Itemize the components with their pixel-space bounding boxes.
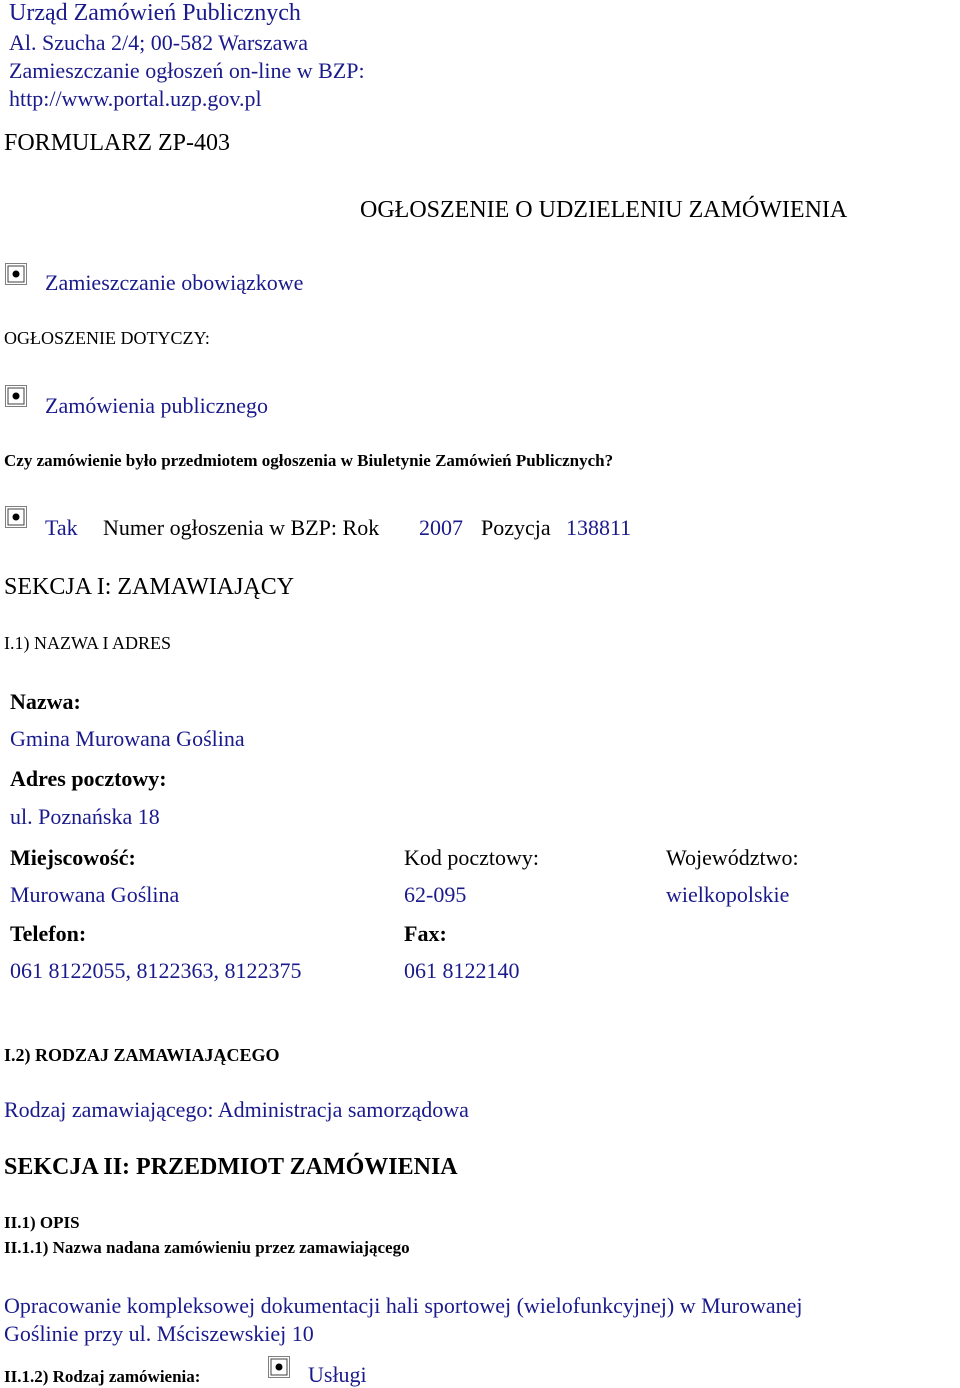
radio-selected-icon[interactable] — [268, 1356, 290, 1378]
radio-selected-icon[interactable] — [5, 385, 27, 407]
concerns-label: OGŁOSZENIE DOTYCZY: — [4, 328, 210, 348]
section-2-1-2-title: II.1.2) Rodzaj zamówienia: — [4, 1367, 201, 1386]
concerns-option-label: Zamówienia publicznego — [45, 393, 268, 418]
radio-selected-icon[interactable] — [5, 263, 27, 285]
portal-url[interactable]: http://www.portal.uzp.gov.pl — [9, 86, 262, 111]
section-1-1-title: I.1) NAZWA I ADRES — [4, 633, 171, 653]
section-2-1-title: II.1) OPIS — [4, 1213, 80, 1232]
phone-label: Telefon: — [10, 921, 87, 946]
contracting-authority-type: Rodzaj zamawiającego: Administracja samorządowa — [4, 1097, 469, 1122]
form-id: FORMULARZ ZP-403 — [4, 130, 231, 156]
fax-value: 061 8122140 — [404, 958, 520, 983]
name-label: Nazwa: — [10, 689, 81, 714]
org-address: Al. Szucha 2/4; 00-582 Warszawa — [9, 30, 309, 55]
city-value: Murowana Goślina — [10, 882, 180, 907]
bzp-position-label: Pozycja — [481, 515, 551, 540]
placement-option-label: Zamieszczanie obowiązkowe — [45, 270, 304, 295]
answer-yes: Tak — [45, 515, 78, 540]
bzp-question: Czy zamówienie było przedmiotem ogłoszenia w Biuletynie Zamówień Publicznych? — [4, 451, 614, 470]
bzp-year: 2007 — [419, 515, 463, 540]
province-label: Województwo: — [666, 845, 799, 870]
section-2-title: SEKCJA II: PRZEDMIOT ZAMÓWIENIA — [4, 1154, 458, 1180]
org-name: Urząd Zamówień Publicznych — [9, 0, 301, 26]
fax-label: Fax: — [404, 921, 447, 946]
phone-value: 061 8122055, 8122363, 8122375 — [10, 958, 302, 983]
order-name-line-2: Goślinie przy ul. Mściszewskiej 10 — [4, 1321, 314, 1346]
order-name-line-1: Opracowanie kompleksowej dokumentacji hali sportowej (wielofunkcyjnej) w Murowanej — [4, 1293, 803, 1318]
section-2-1-1-title: II.1.1) Nazwa nadana zamówieniu przez zamawiającego — [4, 1238, 410, 1257]
zip-label: Kod pocztowy: — [404, 845, 540, 870]
bzp-position: 138811 — [566, 515, 632, 540]
province-value: wielkopolskie — [666, 882, 790, 907]
postal-address-label: Adres pocztowy: — [10, 766, 167, 791]
name-value: Gmina Murowana Goślina — [10, 726, 245, 751]
bzp-number-label: Numer ogłoszenia w BZP: Rok — [103, 515, 380, 540]
radio-selected-icon[interactable] — [5, 506, 27, 528]
postal-address-value: ul. Poznańska 18 — [10, 804, 160, 829]
zip-value: 62-095 — [404, 882, 467, 907]
section-1-title: SEKCJA I: ZAMAWIAJĄCY — [4, 574, 295, 600]
notice-title: OGŁOSZENIE O UDZIELENIU ZAMÓWIENIA — [360, 197, 848, 223]
online-placement-line: Zamieszczanie ogłoszeń on-line w BZP: — [9, 58, 365, 83]
order-type-value: Usługi — [308, 1362, 367, 1387]
city-label: Miejscowość: — [10, 845, 136, 870]
section-1-2-title: I.2) RODZAJ ZAMAWIAJĄCEGO — [4, 1045, 280, 1065]
